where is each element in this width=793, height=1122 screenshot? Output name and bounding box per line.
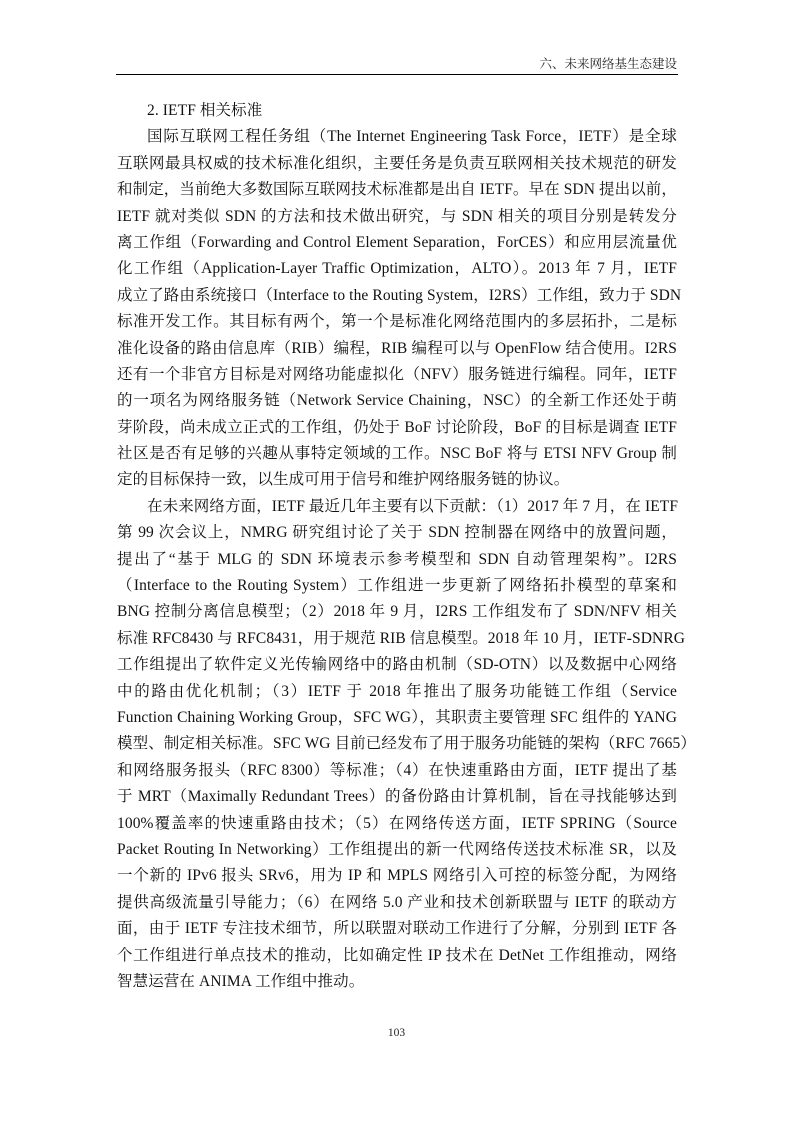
paragraph-line: 于 MRT（Maximally Redundant Trees）的备份路由计算机制，旨在寻找能够达到 bbox=[117, 788, 677, 806]
paragraph-line: 社区是否有足够的兴趣从事特定领域的工作。NSC BoF 将与 ETSI NFV Group 制 bbox=[117, 445, 677, 463]
paragraph-line: 的一项名为网络服务链（Network Service Chaining，NSC）的全新工作还处于萌 bbox=[117, 392, 677, 410]
paragraph-line: 芽阶段，尚未成立正式的工作组，仍处于 BoF 讨论阶段，BoF 的目标是调查 IETF bbox=[117, 418, 677, 436]
running-header: 六、未来网络基生态建设 bbox=[539, 57, 677, 71]
page-number: 103 bbox=[387, 1027, 406, 1039]
paragraph-line: 工作组提出了软件定义光传输网络中的路由机制（SD-OTN）以及数据中心网络 bbox=[117, 656, 677, 674]
paragraph-line: 提出了“基于 MLG 的 SDN 环境表示参考模型和 SDN 自动管理架构”。I2RS bbox=[117, 550, 677, 568]
paragraph-line: 面，由于 IETF 专注技术细节，所以联盟对联动工作进行了分解，分别到 IETF 各 bbox=[117, 920, 677, 938]
paragraph-line: 和制定，当前绝大多数国际互联网技术标准都是出自 IETF。早在 SDN 提出以前， bbox=[117, 181, 677, 199]
paragraph-line: 第 99 次会议上，NMRG 研究组讨论了关于 SDN 控制器在网络中的放置问题， bbox=[117, 524, 677, 542]
paragraph-line: 成立了路由系统接口（Interface to the Routing System，I2RS）工作组，致力于 SDN bbox=[117, 286, 682, 304]
page-body bbox=[117, 98, 696, 995]
paragraph-line: BNG 控制分离信息模型；（2）2018 年 9 月，I2RS 工作组发布了 SDN/NFV 相关 bbox=[117, 603, 677, 621]
paragraph-line: 100%覆盖率的快速重路由技术；（5）在网络传送方面，IETF SPRING（Source bbox=[117, 814, 677, 832]
paragraph-line: 和网络服务报头（RFC 8300）等标准；（4）在快速重路由方面，IETF 提出了基 bbox=[117, 761, 677, 779]
paragraph-line: 提供高级流量引导能力；（6）在网络 5.0 产业和技术创新联盟与 IETF 的联动方 bbox=[117, 893, 677, 911]
paragraph-line: 还有一个非官方目标是对网络功能虚拟化（NFV）服务链进行编程。同年，IETF bbox=[117, 365, 677, 383]
paragraph-line: 互联网最具权威的技术标准化组织，主要任务是负责互联网相关技术规范的研发 bbox=[117, 154, 677, 172]
section-heading: 2. IETF 相关标准 bbox=[147, 102, 263, 119]
paragraph-line: 中的路由优化机制；（3）IETF 于 2018 年推出了服务功能链工作组（Service bbox=[117, 682, 677, 700]
paragraph-line: 标准 RFC8430 与 RFC8431，用于规范 RIB 信息模型。2018 年 10 月，IETF-SDNRG bbox=[117, 629, 686, 647]
paragraph-line: 国际互联网工程任务组（The Internet Engineering Task Force，IETF）是全球 bbox=[147, 128, 677, 146]
paragraph-2 bbox=[117, 494, 696, 995]
paragraph-line: Function Chaining Working Group，SFC WG），其职责主要管理 SFC 组件的 YANG bbox=[117, 708, 677, 726]
paragraph-line: IETF 就对类似 SDN 的方法和技术做出研究，与 SDN 相关的项目分别是转发分 bbox=[117, 207, 677, 225]
paragraph-line: 准化设备的路由信息库（RIB）编程，RIB 编程可以与 OpenFlow 结合使用。I2RS bbox=[117, 339, 677, 357]
paragraph-line: 在未来网络方面，IETF 最近几年主要有以下贡献：（1）2017 年 7 月，在 IETF bbox=[147, 497, 679, 515]
paragraph-line: 个工作组进行单点技术的推动，比如确定性 IP 技术在 DetNet 工作组推动，网络 bbox=[117, 946, 677, 964]
paragraph-line: （Interface to the Routing System）工作组进一步更新了网络拓扑模型的草案和 bbox=[117, 577, 677, 595]
paragraph-line: 模型、制定相关标准。SFC WG 目前已经发布了用于服务功能链的架构（RFC 7665） bbox=[117, 735, 696, 753]
paragraph-line: 一个新的 IPv6 报头 SRv6，用为 IP 和 MPLS 网络引入可控的标签分配，为网络 bbox=[117, 867, 677, 885]
paragraph-line: 离工作组（Forwarding and Control Element Separation，ForCES）和应用层流量优 bbox=[117, 233, 677, 251]
paragraph-line: 化工作组（Application-Layer Traffic Optimization，ALTO）。2013 年 7 月，IETF bbox=[117, 260, 677, 278]
paragraph-1 bbox=[117, 124, 682, 493]
header-rule bbox=[116, 74, 678, 75]
paragraph-line: 标准开发工作。其目标有两个，第一个是标准化网络范围内的多层拓扑，二是标 bbox=[117, 313, 677, 331]
paragraph-line: Packet Routing In Networking）工作组提出的新一代网络传送技术标准 SR，以及 bbox=[117, 840, 677, 858]
paragraph-line: 智慧运营在 ANIMA 工作组中推动。 bbox=[117, 972, 365, 990]
paragraph-line: 定的目标保持一致，以生成可用于信号和维护网络服务链的协议。 bbox=[117, 471, 570, 489]
